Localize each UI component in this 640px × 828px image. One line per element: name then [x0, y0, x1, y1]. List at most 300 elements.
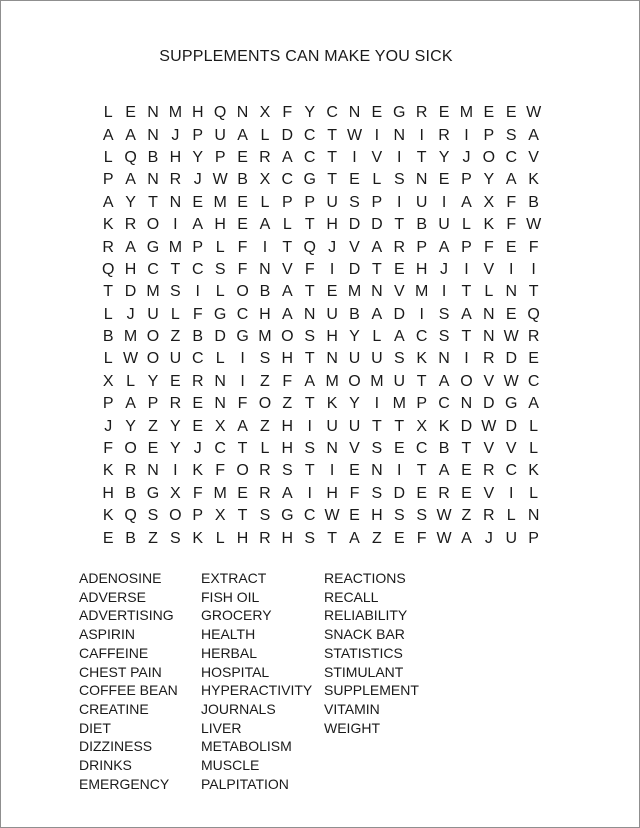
word-list-item: JOURNALS [201, 700, 276, 717]
grid-letter: R [438, 484, 450, 502]
grid-letter: X [214, 417, 226, 435]
grid-letter: N [438, 350, 450, 368]
grid-letter: A [125, 395, 136, 413]
grid-letter: T [461, 283, 472, 301]
grid-letter: I [509, 484, 514, 502]
grid-letter: R [393, 238, 406, 256]
grid-letter: I [464, 350, 469, 368]
grid-letter: J [484, 529, 493, 547]
grid-letter: R [527, 328, 540, 346]
grid-letter: Z [371, 529, 382, 547]
grid-letter: R [169, 395, 182, 413]
grid-letter: T [371, 417, 382, 435]
grid-letter: M [213, 484, 227, 502]
grid-letter: T [461, 328, 472, 346]
grid-letter: G [146, 484, 160, 502]
grid-letter: T [394, 417, 405, 435]
grid-letter: A [349, 529, 360, 547]
grid-letter: K [102, 507, 114, 525]
grid-letter: S [259, 350, 271, 368]
grid-letter: L [103, 104, 113, 122]
grid-letter: B [125, 484, 136, 502]
grid-letter: S [304, 440, 316, 458]
grid-letter: F [528, 238, 539, 256]
grid-letter: S [438, 328, 450, 346]
grid-letter: C [191, 260, 204, 278]
word-list-item: ADVERTISING [79, 607, 174, 624]
grid-letter: S [281, 462, 293, 480]
grid-letter: J [193, 171, 202, 189]
grid-letter: R [259, 529, 271, 547]
grid-letter: Z [170, 328, 181, 346]
grid-letter: G [281, 507, 294, 525]
grid-letter: W [346, 126, 363, 144]
word-list-item: COFFEE BEAN [79, 682, 178, 699]
grid-letter: T [304, 350, 315, 368]
grid-letter: O [169, 507, 182, 525]
word-list-item: DRINKS [79, 757, 132, 774]
grid-letter: H [124, 260, 137, 278]
grid-letter: E [237, 148, 248, 166]
grid-letter: M [459, 104, 474, 122]
grid-letter: N [371, 283, 383, 301]
grid-letter: N [483, 305, 495, 323]
grid-letter: L [372, 328, 382, 346]
grid-letter: S [393, 350, 405, 368]
grid-letter: T [394, 216, 405, 234]
grid-letter: U [326, 305, 338, 323]
grid-letter: N [147, 462, 159, 480]
grid-letter: A [259, 216, 271, 234]
grid-letter: T [170, 260, 181, 278]
word-list-column [324, 569, 419, 737]
grid-letter: A [371, 305, 383, 323]
grid-letter: A [528, 395, 539, 413]
grid-letter: E [505, 238, 517, 256]
grid-letter: L [372, 171, 382, 189]
grid-letter: T [327, 148, 337, 166]
grid-letter: P [528, 529, 539, 547]
grid-letter: J [171, 126, 180, 144]
grid-letter: S [304, 328, 316, 346]
word-list-item: HOSPITAL [201, 663, 270, 680]
grid-letter: R [438, 126, 450, 144]
grid-letter: K [326, 395, 338, 413]
grid-letter: E [349, 171, 360, 189]
grid-letter: F [192, 305, 203, 323]
grid-letter: D [214, 328, 226, 346]
grid-letter: L [260, 193, 270, 211]
grid-letter: G [505, 395, 518, 413]
grid-letter: W [503, 372, 519, 390]
grid-letter: C [415, 328, 428, 346]
grid-letter: H [169, 148, 182, 166]
grid-letter: A [461, 305, 472, 323]
grid-letter: T [461, 440, 472, 458]
grid-letter: A [438, 462, 450, 480]
grid-letter: E [371, 104, 383, 122]
word-list-item: HYPERACTIVITY [201, 682, 313, 699]
grid-letter: C [505, 148, 517, 166]
grid-letter: C [303, 126, 316, 144]
grid-letter: E [416, 484, 427, 502]
grid-letter: I [397, 148, 402, 166]
grid-letter: W [123, 350, 139, 368]
grid-letter: E [349, 462, 360, 480]
grid-letter: O [482, 148, 496, 166]
grid-letter: I [262, 238, 268, 256]
grid-letter: Q [124, 148, 137, 166]
grid-letter: H [326, 216, 338, 234]
grid-letter: W [212, 171, 228, 189]
grid-letter: M [415, 283, 429, 301]
grid-letter: A [281, 305, 293, 323]
grid-letter: Q [213, 104, 227, 122]
grid-letter: D [371, 216, 383, 234]
grid-letter: V [393, 283, 405, 301]
grid-letter: T [416, 148, 427, 166]
grid-letter: G [393, 104, 406, 122]
word-list-item: CHEST PAIN [79, 663, 162, 680]
grid-letter: R [415, 104, 428, 122]
grid-letter: L [215, 238, 225, 256]
grid-letter: T [327, 126, 337, 144]
grid-letter: I [419, 126, 424, 144]
grid-letter: X [416, 417, 427, 435]
grid-letter: F [237, 260, 248, 278]
grid-letter: N [505, 283, 517, 301]
grid-letter: L [506, 507, 516, 525]
grid-letter: F [282, 104, 293, 122]
grid-letter: Y [349, 328, 360, 346]
grid-letter: M [123, 328, 138, 346]
grid-letter: A [438, 238, 450, 256]
grid-letter: D [348, 216, 361, 234]
grid-letter: L [461, 216, 471, 234]
grid-letter: N [236, 104, 249, 122]
grid-letter: U [415, 193, 428, 211]
grid-letter: V [349, 238, 360, 256]
grid-letter: L [215, 350, 225, 368]
grid-letter: H [281, 440, 294, 458]
word-list-item: ADVERSE [79, 588, 146, 605]
grid-letter: N [460, 395, 473, 413]
grid-letter: I [173, 216, 178, 234]
grid-letter: Y [304, 104, 316, 122]
grid-letter: P [416, 395, 427, 413]
grid-letter: M [213, 193, 227, 211]
word-list-item: DIET [79, 719, 111, 736]
grid-letter: E [237, 216, 248, 234]
grid-letter: B [259, 283, 271, 301]
grid-letter: W [526, 104, 542, 122]
grid-letter: C [147, 260, 159, 278]
grid-letter: K [192, 529, 204, 547]
grid-letter: Y [483, 171, 495, 189]
word-list-item: MUSCLE [201, 757, 260, 774]
grid-letter: R [124, 462, 137, 480]
grid-letter: W [481, 417, 497, 435]
grid-letter: O [124, 440, 137, 458]
word-list-item: CAFFEINE [79, 644, 149, 661]
grid-letter: Q [101, 260, 115, 278]
grid-letter: C [326, 104, 338, 122]
word-list-item: METABOLISM [201, 738, 292, 755]
grid-letter: N [326, 440, 338, 458]
grid-letter: T [304, 216, 315, 234]
grid-letter: A [281, 148, 293, 166]
grid-letter: B [349, 305, 360, 323]
grid-letter: F [416, 529, 427, 547]
grid-letter: A [371, 238, 383, 256]
grid-letter: C [303, 148, 316, 166]
grid-letter: R [259, 462, 271, 480]
grid-letter: O [281, 328, 294, 346]
word-list-item: CREATINE [79, 700, 149, 717]
word-list-item: DIZZINESS [79, 738, 153, 755]
grid-letter: H [102, 484, 114, 502]
grid-letter: E [125, 104, 136, 122]
word-list-item: ADENOSINE [79, 570, 162, 586]
grid-letter: E [483, 104, 495, 122]
grid-letter: T [304, 462, 315, 480]
grid-letter: O [146, 328, 160, 346]
grid-letter: N [371, 462, 383, 480]
word-list-item: STIMULANT [324, 663, 404, 680]
grid-letter: E [192, 417, 204, 435]
grid-letter: T [327, 171, 337, 189]
grid-letter: A [281, 283, 293, 301]
grid-letter: X [170, 484, 181, 502]
grid-letter: E [170, 372, 181, 390]
grid-letter: A [125, 171, 136, 189]
grid-letter: I [173, 462, 178, 480]
grid-letter: J [193, 440, 202, 458]
grid-letter: S [393, 171, 405, 189]
grid-letter: R [124, 216, 137, 234]
grid-letter: O [146, 350, 160, 368]
word-list-item: PALPITATION [201, 775, 289, 792]
grid-letter: F [506, 193, 517, 211]
grid-letter: S [147, 507, 159, 525]
grid-letter: E [461, 462, 472, 480]
grid-letter: O [258, 395, 272, 413]
grid-letter: X [483, 193, 495, 211]
grid-letter: I [464, 126, 469, 144]
word-list-item: LIVER [201, 719, 242, 736]
grid-letter: V [281, 260, 293, 278]
grid-letter: N [169, 193, 182, 211]
grid-letter: A [125, 238, 136, 256]
grid-letter: N [147, 171, 159, 189]
word-list-item: FISH OIL [201, 588, 260, 605]
grid-letter: D [393, 305, 406, 323]
grid-letter: T [103, 283, 114, 301]
grid-letter: E [505, 104, 517, 122]
grid-letter: L [103, 305, 113, 323]
grid-letter: M [146, 283, 160, 301]
grid-letter: H [236, 529, 249, 547]
grid-letter: C [527, 372, 540, 390]
grid-letter: U [147, 305, 159, 323]
grid-letter: J [462, 148, 471, 166]
grid-letter: T [528, 283, 539, 301]
grid-letter: L [103, 350, 113, 368]
grid-letter: E [147, 440, 159, 458]
grid-letter: S [371, 484, 383, 502]
grid-letter: P [461, 171, 472, 189]
grid-letter: N [303, 305, 316, 323]
grid-letter: A [192, 216, 204, 234]
grid-letter: K [528, 171, 539, 189]
grid-letter: B [237, 171, 248, 189]
grid-letter: I [531, 260, 536, 278]
grid-letter: E [461, 484, 472, 502]
grid-letter: S [304, 529, 316, 547]
grid-letter: I [441, 283, 447, 301]
grid-letter: H [326, 484, 338, 502]
grid-letter: L [529, 417, 539, 435]
grid-letter: R [191, 372, 204, 390]
grid-letter: L [103, 148, 113, 166]
grid-letter: B [416, 216, 427, 234]
grid-letter: P [371, 193, 383, 211]
grid-letter: C [214, 440, 226, 458]
word-list-item: EMERGENCY [79, 775, 170, 792]
grid-letter: V [483, 372, 495, 390]
grid-letter: X [102, 372, 114, 390]
grid-letter: V [528, 148, 539, 166]
grid-letter: O [146, 216, 160, 234]
grid-letter: A [281, 484, 293, 502]
grid-letter: N [214, 372, 226, 390]
grid-letter: B [102, 328, 114, 346]
grid-letter: D [348, 260, 361, 278]
grid-letter: E [349, 507, 360, 525]
grid-letter: F [103, 440, 114, 458]
grid-letter: I [374, 126, 380, 144]
grid-letter: W [324, 507, 340, 525]
grid-letter: I [374, 395, 380, 413]
grid-letter: U [371, 350, 383, 368]
grid-letter: O [460, 372, 473, 390]
grid-letter: R [259, 148, 271, 166]
grid-letter: U [438, 216, 450, 234]
grid-letter: H [281, 350, 294, 368]
grid-letter: F [304, 260, 315, 278]
grid-letter: X [259, 104, 271, 122]
grid-letter: N [348, 104, 361, 122]
grid-letter: H [281, 417, 294, 435]
grid-letter: E [102, 529, 114, 547]
grid-letter: I [329, 260, 335, 278]
grid-letter: T [237, 507, 248, 525]
grid-letter: P [192, 507, 204, 525]
grid-letter: I [307, 417, 312, 435]
grid-letter: E [393, 529, 405, 547]
grid-letter: D [124, 283, 137, 301]
word-list-item: VITAMIN [324, 700, 380, 717]
grid-letter: G [236, 328, 249, 346]
grid-letter: L [170, 305, 180, 323]
grid-letter: M [168, 104, 183, 122]
word-list-item: EXTRACT [201, 570, 267, 586]
grid-letter: H [415, 260, 428, 278]
grid-letter: L [529, 440, 539, 458]
grid-letter: O [236, 462, 249, 480]
grid-letter: N [527, 507, 540, 525]
grid-letter: C [236, 305, 249, 323]
grid-letter: A [304, 372, 316, 390]
grid-letter: F [349, 484, 360, 502]
grid-letter: Q [303, 238, 316, 256]
grid-letter: K [102, 462, 114, 480]
grid-letter: C [505, 462, 517, 480]
grid-letter: A [461, 193, 472, 211]
grid-letter: I [397, 193, 402, 211]
grid-letter: S [393, 507, 405, 525]
grid-letter: F [192, 484, 203, 502]
grid-letter: A [237, 126, 248, 144]
grid-letter: B [147, 148, 159, 166]
grid-letter: W [436, 507, 452, 525]
grid-letter: Z [260, 372, 270, 390]
grid-letter: B [438, 440, 450, 458]
grid-letter: P [192, 126, 204, 144]
grid-letter: M [347, 283, 362, 301]
grid-letter: F [282, 372, 293, 390]
grid-letter: K [438, 417, 450, 435]
grid-letter: C [438, 395, 450, 413]
grid-letter: Y [192, 148, 204, 166]
grid-letter: E [438, 171, 450, 189]
grid-letter: S [349, 193, 360, 211]
grid-letter: X [214, 507, 226, 525]
grid-letter: Z [148, 529, 158, 547]
grid-letter: L [260, 126, 270, 144]
grid-letter: I [240, 350, 245, 368]
grid-letter: M [370, 372, 384, 390]
word-list-item: SNACK BAR [324, 626, 405, 643]
grid-letter: P [102, 395, 114, 413]
grid-letter: S [214, 260, 226, 278]
grid-letter: S [371, 440, 383, 458]
grid-letter: Y [125, 417, 136, 435]
word-list-item: HEALTH [201, 626, 256, 643]
word-list-item: STATISTICS [324, 644, 403, 661]
grid-letter: E [505, 305, 517, 323]
word-list-column [201, 569, 324, 793]
grid-letter: Y [170, 440, 181, 458]
grid-letter: G [213, 305, 227, 323]
grid-letter: T [304, 395, 315, 413]
grid-letter: D [483, 395, 495, 413]
grid-letter: K [192, 462, 204, 480]
grid-letter: N [393, 126, 406, 144]
grid-letter: B [528, 193, 539, 211]
grid-letter: R [169, 171, 182, 189]
grid-letter: A [393, 328, 405, 346]
grid-letter: R [259, 484, 271, 502]
grid-letter: E [237, 484, 248, 502]
grid-letter: I [419, 305, 424, 323]
grid-letter: N [415, 171, 428, 189]
word-list-item: REACTIONS [324, 570, 406, 586]
word-list-item: GROCERY [201, 607, 272, 624]
grid-letter: P [102, 171, 114, 189]
grid-letter: U [348, 417, 361, 435]
grid-letter: N [147, 126, 159, 144]
